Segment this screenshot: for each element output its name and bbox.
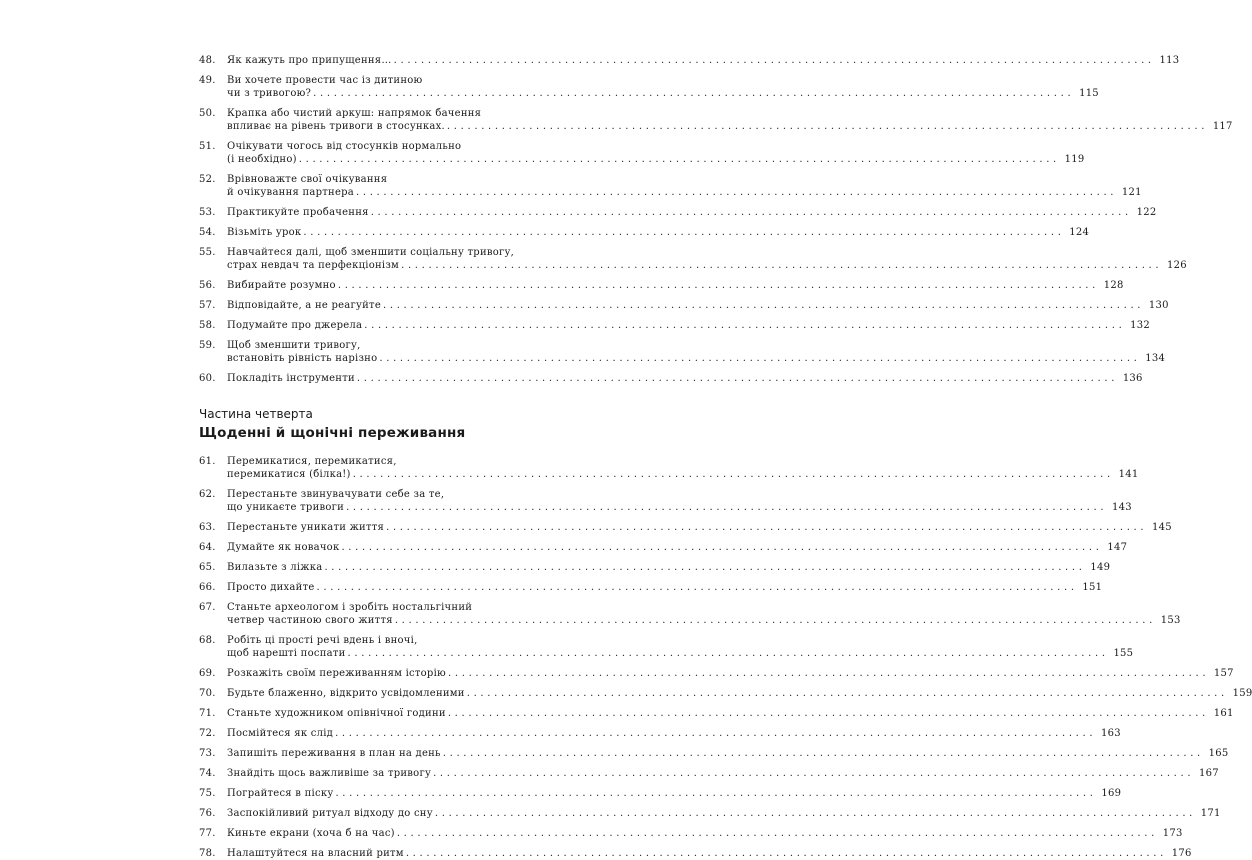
entry-title-text: страх невдач та перфекціонізм bbox=[227, 260, 400, 271]
toc-entry bbox=[199, 827, 1183, 840]
page-number: 153 bbox=[1160, 615, 1181, 626]
page-number: 155 bbox=[1113, 648, 1134, 659]
entry-text bbox=[227, 74, 1099, 100]
entry-title-text: Посмійтеся як слід bbox=[227, 728, 334, 739]
dot-leader bbox=[335, 727, 1093, 740]
entry-number: 66. bbox=[199, 582, 216, 593]
dot-leader bbox=[383, 299, 1141, 312]
entry-title-text: Покладіть інструменти bbox=[227, 373, 355, 384]
entry-text bbox=[227, 787, 1121, 800]
entry-text bbox=[227, 601, 1181, 627]
entry-text bbox=[227, 299, 1169, 312]
dot-leader bbox=[348, 647, 1106, 660]
entry-text bbox=[227, 807, 1221, 820]
entry-line bbox=[227, 153, 1084, 166]
dot-leader bbox=[353, 468, 1111, 481]
entry-spacer bbox=[199, 365, 532, 372]
page-number: 173 bbox=[1162, 828, 1183, 839]
entry-spacer bbox=[199, 100, 532, 107]
toc-entry bbox=[199, 561, 1111, 574]
dot-leader bbox=[357, 372, 1115, 385]
entry-text bbox=[227, 847, 1192, 860]
toc-entry bbox=[199, 807, 1221, 820]
table-of-contents bbox=[199, 54, 1252, 860]
entry-spacer bbox=[199, 780, 532, 787]
entry-title-text: Ви хочете провести час із дитиною bbox=[227, 75, 423, 86]
entry-title-text: Знайдіть щось важливіше за тривогу bbox=[227, 768, 432, 779]
entry-line bbox=[227, 707, 1234, 720]
entry-spacer bbox=[199, 720, 532, 727]
dot-leader bbox=[395, 614, 1153, 627]
entry-spacer bbox=[199, 292, 532, 299]
entry-line bbox=[227, 140, 1084, 153]
entry-line bbox=[227, 74, 1099, 87]
toc-entry bbox=[199, 74, 1099, 100]
entry-text bbox=[227, 372, 1143, 385]
entry-title-text: (і необхідно) bbox=[227, 154, 297, 165]
entry-spacer bbox=[199, 680, 532, 687]
entry-title-text: Станьте художником опівнічної години bbox=[227, 708, 446, 719]
toc-entry bbox=[199, 787, 1122, 800]
entry-line bbox=[227, 847, 1192, 860]
part-title: Щоденні й щонічні переживання bbox=[199, 425, 466, 441]
entry-title-text: Візьміть урок bbox=[227, 227, 302, 238]
entry-line bbox=[227, 807, 1221, 820]
page-number: 159 bbox=[1232, 688, 1252, 699]
entry-spacer bbox=[199, 239, 532, 246]
entry-number: 58. bbox=[199, 320, 216, 331]
entry-title-text: четвер частиною свого життя bbox=[227, 615, 393, 626]
dot-leader bbox=[406, 847, 1164, 860]
entry-line bbox=[227, 541, 1127, 554]
entry-line bbox=[227, 54, 1179, 67]
entry-number: 52. bbox=[199, 174, 216, 185]
entry-spacer bbox=[199, 67, 532, 74]
entry-title-text: Крапка або чистий аркуш: напрямок бачення bbox=[227, 108, 482, 119]
page-number: 117 bbox=[1212, 121, 1233, 132]
entry-title-text: Вибирайте розумно bbox=[227, 280, 336, 291]
entry-title-text: Киньте екрани (хоча б на час) bbox=[227, 828, 395, 839]
toc-entry bbox=[199, 667, 1234, 680]
entry-number: 77. bbox=[199, 828, 216, 839]
entry-text bbox=[227, 827, 1183, 840]
entry-number: 67. bbox=[199, 602, 216, 613]
dot-leader bbox=[299, 153, 1057, 166]
page-number: 147 bbox=[1107, 542, 1128, 553]
entry-title-text: Просто дихайте bbox=[227, 582, 315, 593]
page-number: 121 bbox=[1121, 187, 1142, 198]
dot-leader bbox=[371, 206, 1129, 219]
entry-line bbox=[227, 107, 1233, 120]
toc-entry bbox=[199, 173, 1142, 199]
dot-leader bbox=[435, 807, 1193, 820]
toc-entry bbox=[199, 319, 1150, 332]
dot-leader bbox=[447, 120, 1205, 133]
toc-entry bbox=[199, 581, 1103, 594]
page-number: 145 bbox=[1152, 522, 1172, 533]
entry-title-text: щоб нарешті поспати bbox=[227, 648, 346, 659]
entry-line bbox=[227, 226, 1089, 239]
entry-spacer bbox=[199, 554, 532, 561]
entry-number: 56. bbox=[199, 280, 216, 291]
entry-title-text: Врівноважте свої очікування bbox=[227, 174, 388, 185]
page-number: 149 bbox=[1090, 562, 1111, 573]
entry-line bbox=[227, 246, 1187, 259]
entry-title-text: Налаштуйтеся на власний ритм bbox=[227, 848, 404, 859]
entry-spacer bbox=[199, 800, 532, 807]
page-number: 169 bbox=[1101, 788, 1122, 799]
entry-number: 75. bbox=[199, 788, 216, 799]
entry-number: 73. bbox=[199, 748, 216, 759]
dot-leader bbox=[379, 352, 1137, 365]
entry-line bbox=[227, 601, 1181, 614]
toc-entry bbox=[199, 206, 1157, 219]
entry-line bbox=[227, 206, 1156, 219]
entry-title-text: встановіть рівність нарізно bbox=[227, 353, 378, 364]
page-number: 163 bbox=[1100, 728, 1121, 739]
entry-line bbox=[227, 827, 1183, 840]
entry-number: 54. bbox=[199, 227, 216, 238]
entry-title-text: Перемикатися, перемикатися, bbox=[227, 456, 397, 467]
toc-entry bbox=[199, 521, 1172, 534]
dot-leader bbox=[317, 581, 1075, 594]
entry-text bbox=[227, 634, 1133, 660]
entry-number: 68. bbox=[199, 635, 216, 646]
dot-leader bbox=[394, 54, 1152, 67]
entry-spacer bbox=[199, 219, 532, 226]
entry-line bbox=[227, 767, 1219, 780]
entry-number: 72. bbox=[199, 728, 216, 739]
page-number: 126 bbox=[1167, 260, 1187, 271]
page-number: 167 bbox=[1198, 768, 1219, 779]
entry-title-text: впливає на рівень тривоги в стосунках. bbox=[227, 121, 445, 132]
dot-leader bbox=[341, 541, 1099, 554]
entry-text bbox=[227, 339, 1165, 365]
entry-title-text: Пограйтеся в піску bbox=[227, 788, 334, 799]
entry-number: 55. bbox=[199, 247, 216, 258]
entry-title-text: й очікування партнера bbox=[227, 187, 354, 198]
entry-spacer bbox=[199, 760, 532, 767]
entry-title-text: перемикатися (білка!) bbox=[227, 469, 351, 480]
entry-spacer bbox=[199, 574, 532, 581]
entry-line bbox=[227, 581, 1102, 594]
page-number: 130 bbox=[1148, 300, 1169, 311]
entry-text bbox=[227, 226, 1089, 239]
entry-text bbox=[227, 581, 1102, 594]
toc-entry bbox=[199, 246, 1187, 272]
toc-entry bbox=[199, 339, 1166, 365]
page-number: 143 bbox=[1111, 502, 1132, 513]
dot-leader bbox=[433, 767, 1191, 780]
entry-line bbox=[227, 614, 1181, 627]
entry-spacer bbox=[199, 272, 532, 279]
entry-text bbox=[227, 173, 1142, 199]
entry-text bbox=[227, 707, 1234, 720]
entry-number: 70. bbox=[199, 688, 216, 699]
entry-text bbox=[227, 521, 1172, 534]
entry-text bbox=[227, 319, 1150, 332]
page-number: 115 bbox=[1079, 88, 1099, 99]
toc-entry bbox=[199, 707, 1234, 720]
toc-entry bbox=[199, 727, 1121, 740]
entry-line bbox=[227, 647, 1133, 660]
entry-line bbox=[227, 501, 1132, 514]
entry-text bbox=[227, 206, 1156, 219]
entry-spacer bbox=[199, 312, 532, 319]
entry-line bbox=[227, 259, 1187, 272]
entry-text bbox=[227, 140, 1084, 166]
toc-entry bbox=[199, 140, 1085, 166]
toc-entry bbox=[199, 747, 1229, 760]
entry-line bbox=[227, 727, 1121, 740]
entry-line bbox=[227, 120, 1233, 133]
entry-text bbox=[227, 488, 1132, 514]
entry-spacer bbox=[199, 534, 532, 541]
entry-spacer bbox=[199, 700, 532, 707]
page-number: 176 bbox=[1171, 848, 1192, 859]
dot-leader bbox=[401, 259, 1159, 272]
toc-entry bbox=[199, 634, 1134, 660]
entry-text bbox=[227, 747, 1228, 760]
entry-number: 63. bbox=[199, 522, 216, 533]
entry-line bbox=[227, 747, 1228, 760]
dot-leader bbox=[467, 687, 1225, 700]
toc-entry bbox=[199, 767, 1219, 780]
page-number: 136 bbox=[1122, 373, 1143, 384]
entry-spacer bbox=[199, 627, 532, 634]
entry-number: 53. bbox=[199, 207, 216, 218]
entry-line bbox=[227, 352, 1165, 365]
entry-number: 64. bbox=[199, 542, 216, 553]
entry-text bbox=[227, 687, 1252, 700]
entry-line bbox=[227, 319, 1150, 332]
entry-text bbox=[227, 727, 1121, 740]
entry-number: 49. bbox=[199, 75, 216, 86]
entry-spacer bbox=[199, 820, 532, 827]
entry-line bbox=[227, 634, 1133, 647]
dot-leader bbox=[346, 501, 1104, 514]
entry-spacer bbox=[199, 740, 532, 747]
toc-entry bbox=[199, 601, 1181, 627]
dot-leader bbox=[313, 87, 1071, 100]
toc-entry bbox=[199, 54, 1180, 67]
entry-line bbox=[227, 687, 1252, 700]
entry-text bbox=[227, 767, 1219, 780]
toc-entry bbox=[199, 455, 1139, 481]
dot-leader bbox=[386, 521, 1144, 534]
entry-title-text: що уникаєте тривоги bbox=[227, 502, 345, 513]
entry-title-text: Відповідайте, а не реагуйте bbox=[227, 300, 381, 311]
entry-number: 48. bbox=[199, 55, 216, 66]
dot-leader bbox=[338, 279, 1096, 292]
entry-spacer bbox=[199, 840, 532, 847]
dot-leader bbox=[448, 707, 1206, 720]
entry-line bbox=[227, 667, 1234, 680]
page-number: 151 bbox=[1082, 582, 1103, 593]
page-number: 171 bbox=[1200, 808, 1221, 819]
entry-spacer bbox=[199, 514, 532, 521]
entry-spacer bbox=[199, 199, 532, 206]
entry-number: 50. bbox=[199, 108, 216, 119]
entry-line bbox=[227, 561, 1110, 574]
toc-entry bbox=[199, 226, 1090, 239]
entry-number: 78. bbox=[199, 848, 216, 859]
entry-spacer bbox=[199, 166, 532, 173]
dot-leader bbox=[335, 787, 1093, 800]
entry-line bbox=[227, 372, 1143, 385]
entry-text bbox=[227, 455, 1138, 481]
entry-title-text: чи з тривогою? bbox=[227, 88, 312, 99]
entry-number: 60. bbox=[199, 373, 216, 384]
entry-title-text: Станьте археологом і зробіть ностальгічний bbox=[227, 602, 473, 613]
page-number: 141 bbox=[1118, 469, 1139, 480]
part-label: Частина четверта bbox=[199, 407, 313, 421]
entry-title-text: Навчайтеся далі, щоб зменшити соціальну тривогу, bbox=[227, 247, 515, 258]
entry-text bbox=[227, 246, 1187, 272]
entry-number: 71. bbox=[199, 708, 216, 719]
dot-leader bbox=[397, 827, 1155, 840]
entry-title-text: Вилазьте з ліжка bbox=[227, 562, 323, 573]
entry-line bbox=[227, 521, 1172, 534]
entry-title-text: Робіть ці прості речі вдень і вночі, bbox=[227, 635, 418, 646]
entry-text bbox=[227, 667, 1234, 680]
entry-text bbox=[227, 54, 1179, 67]
page-number: 122 bbox=[1136, 207, 1157, 218]
entry-spacer bbox=[199, 481, 532, 488]
entry-number: 76. bbox=[199, 808, 216, 819]
dot-leader bbox=[324, 561, 1082, 574]
page-number: 119 bbox=[1064, 154, 1085, 165]
page-number: 161 bbox=[1213, 708, 1234, 719]
entry-title-text: Думайте як новачок bbox=[227, 542, 340, 553]
dot-leader bbox=[448, 667, 1206, 680]
entry-number: 59. bbox=[199, 340, 216, 351]
page-number: 134 bbox=[1145, 353, 1166, 364]
toc-entry bbox=[199, 541, 1128, 554]
entry-line bbox=[227, 279, 1124, 292]
entry-line bbox=[227, 87, 1099, 100]
entry-title-text: Практикуйте пробачення bbox=[227, 207, 369, 218]
page-number: 113 bbox=[1159, 55, 1180, 66]
toc-section-part-three bbox=[199, 54, 1233, 385]
dot-leader bbox=[364, 319, 1122, 332]
entry-number: 61. bbox=[199, 456, 216, 467]
toc-entry bbox=[199, 372, 1143, 385]
entry-line bbox=[227, 186, 1142, 199]
entry-number: 65. bbox=[199, 562, 216, 573]
entry-line bbox=[227, 173, 1142, 186]
entry-line bbox=[227, 488, 1132, 501]
entry-title-text: Перестаньте уникати життя bbox=[227, 522, 385, 533]
dot-leader bbox=[443, 747, 1201, 760]
entry-line bbox=[227, 455, 1138, 468]
entry-number: 62. bbox=[199, 489, 216, 500]
entry-title-text: Щоб зменшити тривогу, bbox=[227, 340, 361, 351]
toc-entry bbox=[199, 847, 1192, 860]
entry-title-text: Перестаньте звинувачувати себе за те, bbox=[227, 489, 445, 500]
page-number: 157 bbox=[1213, 668, 1234, 679]
page-number: 128 bbox=[1103, 280, 1124, 291]
entry-line bbox=[227, 339, 1165, 352]
entry-title-text: Будьте блаженно, відкрито усвідомленими bbox=[227, 688, 465, 699]
dot-leader bbox=[356, 186, 1114, 199]
page-number: 124 bbox=[1069, 227, 1090, 238]
page-number: 132 bbox=[1130, 320, 1150, 331]
entry-spacer bbox=[199, 594, 532, 601]
entry-spacer bbox=[199, 660, 532, 667]
toc-entry bbox=[199, 299, 1169, 312]
entry-title-text: Подумайте про джерела bbox=[227, 320, 363, 331]
entry-text bbox=[227, 561, 1110, 574]
entry-title-text: Як кажуть про припущення… bbox=[227, 55, 392, 66]
entry-line bbox=[227, 299, 1169, 312]
toc-entry bbox=[199, 488, 1132, 514]
entry-number: 51. bbox=[199, 141, 216, 152]
toc-section-part-four bbox=[199, 455, 1252, 860]
entry-title-text: Розкажіть своїм переживанням історію bbox=[227, 668, 446, 679]
entry-text bbox=[227, 541, 1127, 554]
dot-leader bbox=[303, 226, 1061, 239]
entry-text bbox=[227, 279, 1124, 292]
page-number: 165 bbox=[1208, 748, 1229, 759]
entry-line bbox=[227, 787, 1121, 800]
entry-text bbox=[227, 107, 1233, 133]
entry-line bbox=[227, 468, 1138, 481]
toc-entry bbox=[199, 279, 1124, 292]
entry-title-text: Очікувати чогось від стосунків нормально bbox=[227, 141, 462, 152]
entry-number: 57. bbox=[199, 300, 216, 311]
entry-spacer bbox=[199, 332, 532, 339]
entry-spacer bbox=[199, 133, 532, 140]
entry-title-text: Запишіть переживання в план на день bbox=[227, 748, 441, 759]
toc-entry bbox=[199, 687, 1252, 700]
entry-number: 74. bbox=[199, 768, 216, 779]
entry-title-text: Заспокійливий ритуал відходу до сну bbox=[227, 808, 433, 819]
entry-number: 69. bbox=[199, 668, 216, 679]
toc-entry bbox=[199, 107, 1233, 133]
